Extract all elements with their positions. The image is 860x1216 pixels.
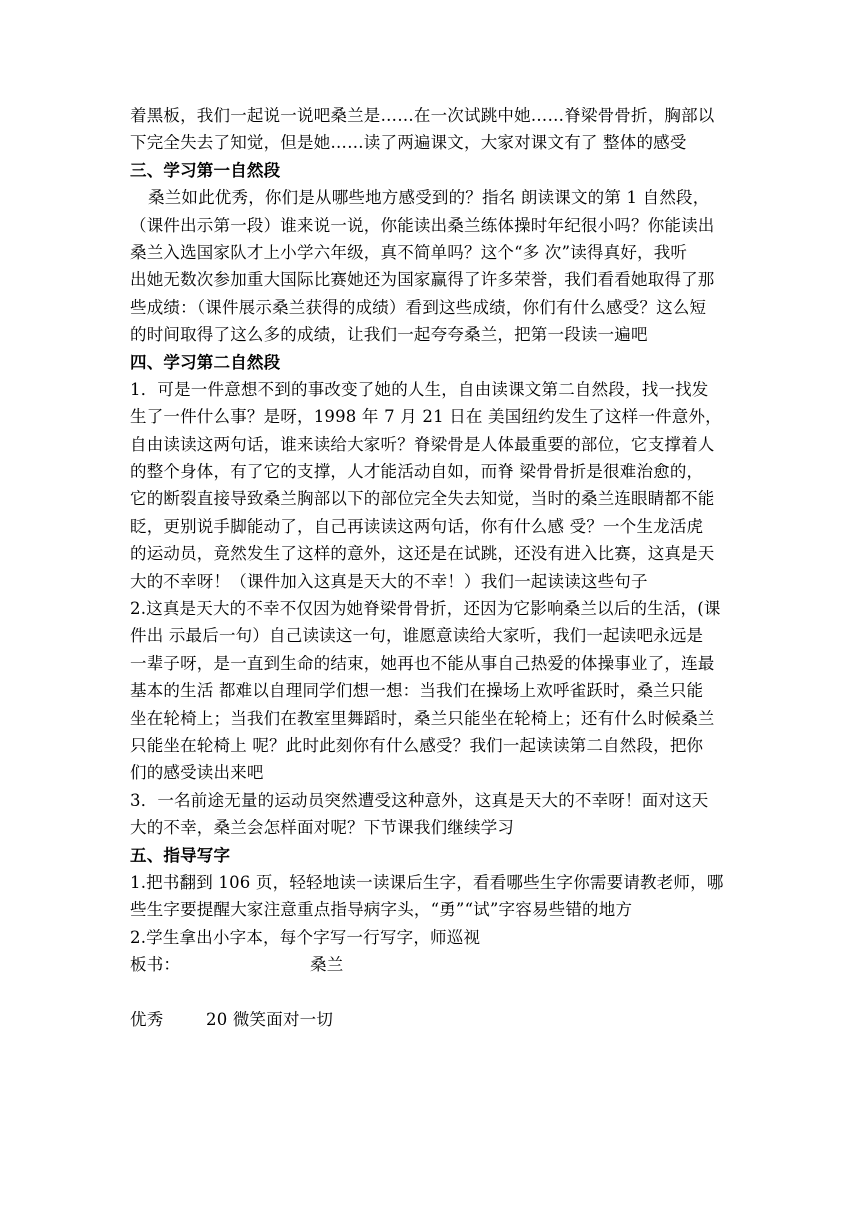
intro-line-1: 着黑板，我们一起说一说吧桑兰是……在一次试跳中她……脊梁骨骨折，胸部以 [130,106,715,125]
section-4-line: 自由读读这两句话，谁来读给大家听？脊梁骨是人体最重要的部位，它支撑着人 [130,434,715,454]
blackboard-name: 桑兰 [310,955,344,975]
spacer [130,979,740,1006]
section-4-line: 生了一件什么事？是呀，1998 年 7 月 21 日在 美国纽约发生了这样一件意外， [130,407,722,427]
section-4-line: 它的断裂直接导致桑兰胸部以下的部位完全失去知觉，当时的桑兰连眼睛都不能 [130,489,715,509]
section-4-line: 件出 示最后一句）自己读读这一句，谁愿意读给大家听，我们一起读吧永远是 [130,626,704,646]
section-3-line: 的时间取得了这么多的成绩，让我们一起夸夸桑兰，把第一段读一遍吧 [130,325,648,345]
blackboard-label: 板书： [130,955,181,975]
section-5-line: 1.把书翻到 106 页，轻轻地读一读课后生字，看看哪些生字你需要请教老师，哪 [130,872,724,892]
section-4-line: 眨，更别说手脚能动了，自己再读读这两句话，你有什么感 受？一个生龙活虎 [130,516,704,536]
blackboard-header [130,951,740,978]
blackboard-left-word: 优秀 [130,1009,164,1029]
section-3-line: 桑兰如此优秀，你们是从哪些地方感受到的？指名 朗读课文的第 1 自然段， [148,188,710,208]
section-3-heading: 三、学习第一自然段 [130,160,281,180]
section-5-heading: 五、指导写字 [130,845,231,865]
intro-line-2: 下完全失去了知觉，但是她……读了两遍课文，大家对课文有了 整体的感受 [130,133,687,153]
section-4-line: 2.这真是天大的不幸不仅因为她脊梁骨骨折，还因为它影响桑兰以后的生活，(课 [130,599,721,619]
section-4-line: 坐在轮椅上；当我们在教室里舞蹈时，桑兰只能坐在轮椅上；还有什么时候桑兰 [130,708,715,728]
section-4-line: 只能坐在轮椅上 呢？此时此刻你有什么感受？我们一起读读第二自然段，把你 [130,735,704,755]
document-body [130,102,740,1033]
section-4-line: 1．可是一件意想不到的事改变了她的人生，自由读课文第二自然段，找一找发 [130,379,709,399]
section-4-line: 的整个身体，有了它的支撑，人才能活动自如，而脊 梁骨骨折是很难治愈的， [130,462,704,482]
section-4-line: 大的不幸，桑兰会怎样面对呢？下节课我们继续学习 [130,818,515,838]
section-4-line: 基本的生活 都难以自理同学们想一想：当我们在操场上欢呼雀跃时，桑兰只能 [130,681,704,701]
section-3-line: 桑兰入选国家队才上小学六年级，真不简单吗？这个“多 次”读得真好，我听 [130,242,688,262]
section-3-line: 出她无数次参加重大国际比赛她还为国家赢得了许多荣誉，我们看看她取得了那 [130,270,715,290]
blackboard-lesson-title: 20 微笑面对一切 [206,1009,334,1029]
section-3-line: （课件出示第一段）谁来说一说，你能读出桑兰练体操时年纪很小吗？你能读出 [130,215,715,235]
section-4-line: 的运动员，竟然发生了这样的意外，这还是在试跳，还没有进入比赛，这真是天 [130,544,715,564]
section-4-line: 一辈子呀，是一直到生命的结束，她再也不能从事自己热爱的体操事业了，连最 [130,653,715,673]
section-5-line: 2.学生拿出小字本，每个字写一行写字，师巡视 [130,927,481,947]
section-4-heading: 四、学习第二自然段 [130,352,281,372]
section-4-line: 们的感受读出来吧 [130,763,264,783]
section-5-line: 些生字要提醒大家注意重点指导病字头，“勇”“试”字容易些错的地方 [130,900,633,920]
section-3-line: 些成绩：（课件展示桑兰获得的成绩）看到这些成绩，你们有什么感受？这么短 [130,297,707,317]
blackboard-row [130,1006,740,1033]
section-4-line: 大的不幸呀！（课件加入这真是天大的不幸！）我们一起读读这些句子 [130,571,648,591]
section-4-line: 3．一名前途无量的运动员突然遭受这种意外，这真是天大的不幸呀！面对这天 [130,790,709,810]
